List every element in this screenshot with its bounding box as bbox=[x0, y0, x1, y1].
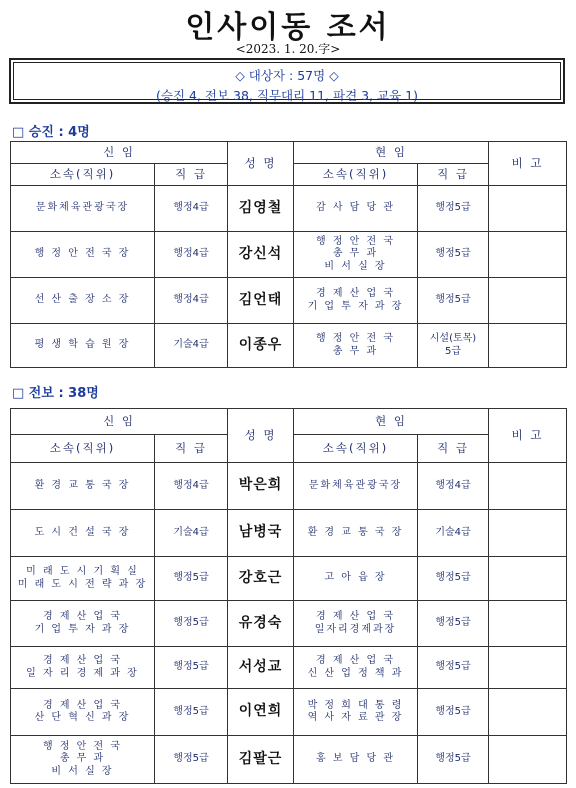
new-grade-cell: 기술4급 bbox=[155, 324, 228, 368]
new-grade-cell: 행정5급 bbox=[155, 601, 228, 647]
note-cell bbox=[489, 510, 567, 557]
new-org-cell: 환 경 교 통 국 장 bbox=[11, 463, 155, 510]
current-grade-cell: 행정5급 bbox=[418, 557, 489, 601]
table-row bbox=[11, 689, 567, 736]
new-org-cell: 행 정 안 전 국 장 bbox=[11, 232, 155, 278]
current-grade-cell: 행정5급 bbox=[418, 232, 489, 278]
new-org-cell: 평 생 학 습 원 장 bbox=[11, 324, 155, 368]
current-org-cell: 경 제 산 업 국 신 산 업 정 책 과 bbox=[294, 647, 418, 689]
new-grade-cell: 행정5급 bbox=[155, 557, 228, 601]
current-org-cell: 문화체육관광국장 bbox=[294, 463, 418, 510]
note-cell bbox=[489, 689, 567, 736]
new-grade-cell: 행정5급 bbox=[155, 689, 228, 736]
header-new-org: 소속(직위) bbox=[11, 164, 155, 186]
current-grade-cell: 행정5급 bbox=[418, 647, 489, 689]
summary-total: ◇ 대상자 : 57명 ◇ bbox=[235, 68, 339, 83]
page-title: 인사이동 조서 bbox=[185, 10, 391, 45]
new-grade-cell: 행정5급 bbox=[155, 736, 228, 784]
current-grade-cell: 행정5급 bbox=[418, 186, 489, 232]
new-org-cell: 선 산 출 장 소 장 bbox=[11, 278, 155, 324]
table-row bbox=[11, 324, 567, 368]
new-org-cell: 경 제 산 업 국 일 자 리 경 제 과 장 bbox=[11, 647, 155, 689]
new-org-cell: 행 정 안 전 국 총 무 과 비 서 실 장 bbox=[11, 736, 155, 784]
header-current-org: 소속(직위) bbox=[294, 435, 418, 463]
new-grade-cell: 행정4급 bbox=[155, 232, 228, 278]
issue-date: <2023. 1. 20.字> bbox=[235, 42, 341, 56]
person-name-cell: 강호근 bbox=[228, 557, 294, 601]
current-org-cell: 경 제 산 업 국 기 업 투 자 과 장 bbox=[294, 278, 418, 324]
table-row bbox=[11, 232, 567, 278]
note-cell bbox=[489, 186, 567, 232]
header-note: 비 고 bbox=[489, 142, 567, 186]
header-new-position: 신 임 bbox=[11, 142, 228, 164]
new-org-cell: 미 래 도 시 기 획 실 미 래 도 시 전 략 과 장 bbox=[11, 557, 155, 601]
note-cell bbox=[489, 232, 567, 278]
summary-breakdown: (승진 4, 전보 38, 직무대리 11, 파견 3, 교육 1) bbox=[156, 88, 418, 103]
current-grade-cell: 기술4급 bbox=[418, 510, 489, 557]
current-org-cell: 경 제 산 업 국 일자리경제과장 bbox=[294, 601, 418, 647]
person-name-cell: 강신석 bbox=[228, 232, 294, 278]
note-cell bbox=[489, 736, 567, 784]
current-org-cell: 행 정 안 전 국 총 무 과 비 서 실 장 bbox=[294, 232, 418, 278]
note-cell bbox=[489, 557, 567, 601]
current-org-cell: 감 사 담 당 관 bbox=[294, 186, 418, 232]
header-new-org: 소속(직위) bbox=[11, 435, 155, 463]
new-grade-cell: 행정4급 bbox=[155, 278, 228, 324]
current-grade-cell: 행정4급 bbox=[418, 463, 489, 510]
header-new-grade: 직 급 bbox=[155, 435, 228, 463]
promotion-table bbox=[10, 141, 567, 368]
current-grade-cell: 시설(토목) 5급 bbox=[418, 324, 489, 368]
header-current-position: 현 임 bbox=[294, 409, 489, 435]
header-current-org: 소속(직위) bbox=[294, 164, 418, 186]
table-row bbox=[11, 647, 567, 689]
table-row bbox=[11, 601, 567, 647]
person-name-cell: 김팔근 bbox=[228, 736, 294, 784]
table-row bbox=[11, 736, 567, 784]
note-cell bbox=[489, 463, 567, 510]
current-org-cell: 환 경 교 통 국 장 bbox=[294, 510, 418, 557]
new-org-cell: 경 제 산 업 국 기 업 투 자 과 장 bbox=[11, 601, 155, 647]
current-org-cell: 박 정 희 대 통 령 역 사 자 료 관 장 bbox=[294, 689, 418, 736]
note-cell bbox=[489, 601, 567, 647]
new-grade-cell: 행정4급 bbox=[155, 186, 228, 232]
table-row bbox=[11, 186, 567, 232]
new-grade-cell: 기술4급 bbox=[155, 510, 228, 557]
header-name: 성 명 bbox=[228, 142, 294, 186]
person-name-cell: 서성교 bbox=[228, 647, 294, 689]
table-row bbox=[11, 510, 567, 557]
new-org-cell: 문화체육관광국장 bbox=[11, 186, 155, 232]
header-current-grade: 직 급 bbox=[418, 164, 489, 186]
person-name-cell: 김영철 bbox=[228, 186, 294, 232]
new-grade-cell: 행정5급 bbox=[155, 647, 228, 689]
current-grade-cell: 행정5급 bbox=[418, 601, 489, 647]
new-org-cell: 경 제 산 업 국 산 단 혁 신 과 장 bbox=[11, 689, 155, 736]
current-org-cell: 홍 보 담 당 관 bbox=[294, 736, 418, 784]
summary-inner-box bbox=[13, 62, 561, 103]
person-name-cell: 유경숙 bbox=[228, 601, 294, 647]
person-name-cell: 김언태 bbox=[228, 278, 294, 324]
table-row bbox=[11, 463, 567, 510]
person-name-cell: 박은희 bbox=[228, 463, 294, 510]
summary-box bbox=[9, 58, 565, 104]
current-org-cell: 고 아 읍 장 bbox=[294, 557, 418, 601]
header-current-position: 현 임 bbox=[294, 142, 489, 164]
table-row bbox=[11, 557, 567, 601]
header-note: 비 고 bbox=[489, 409, 567, 463]
header-new-grade: 직 급 bbox=[155, 164, 228, 186]
header-new-position: 신 임 bbox=[11, 409, 228, 435]
note-cell bbox=[489, 278, 567, 324]
person-name-cell: 이연희 bbox=[228, 689, 294, 736]
current-org-cell: 행 정 안 전 국 총 무 과 bbox=[294, 324, 418, 368]
person-name-cell: 남병국 bbox=[228, 510, 294, 557]
transfer-table bbox=[10, 408, 567, 784]
new-grade-cell: 행정4급 bbox=[155, 463, 228, 510]
new-org-cell: 도 시 건 설 국 장 bbox=[11, 510, 155, 557]
header-current-grade: 직 급 bbox=[418, 435, 489, 463]
note-cell bbox=[489, 647, 567, 689]
note-cell bbox=[489, 324, 567, 368]
header-name: 성 명 bbox=[228, 409, 294, 463]
current-grade-cell: 행정5급 bbox=[418, 689, 489, 736]
section-title-promotion: □ 승진 : 4명 bbox=[12, 125, 90, 140]
table-row bbox=[11, 278, 567, 324]
person-name-cell: 이종우 bbox=[228, 324, 294, 368]
current-grade-cell: 행정5급 bbox=[418, 736, 489, 784]
section-title-transfer: □ 전보 : 38명 bbox=[12, 386, 99, 401]
current-grade-cell: 행정5급 bbox=[418, 278, 489, 324]
